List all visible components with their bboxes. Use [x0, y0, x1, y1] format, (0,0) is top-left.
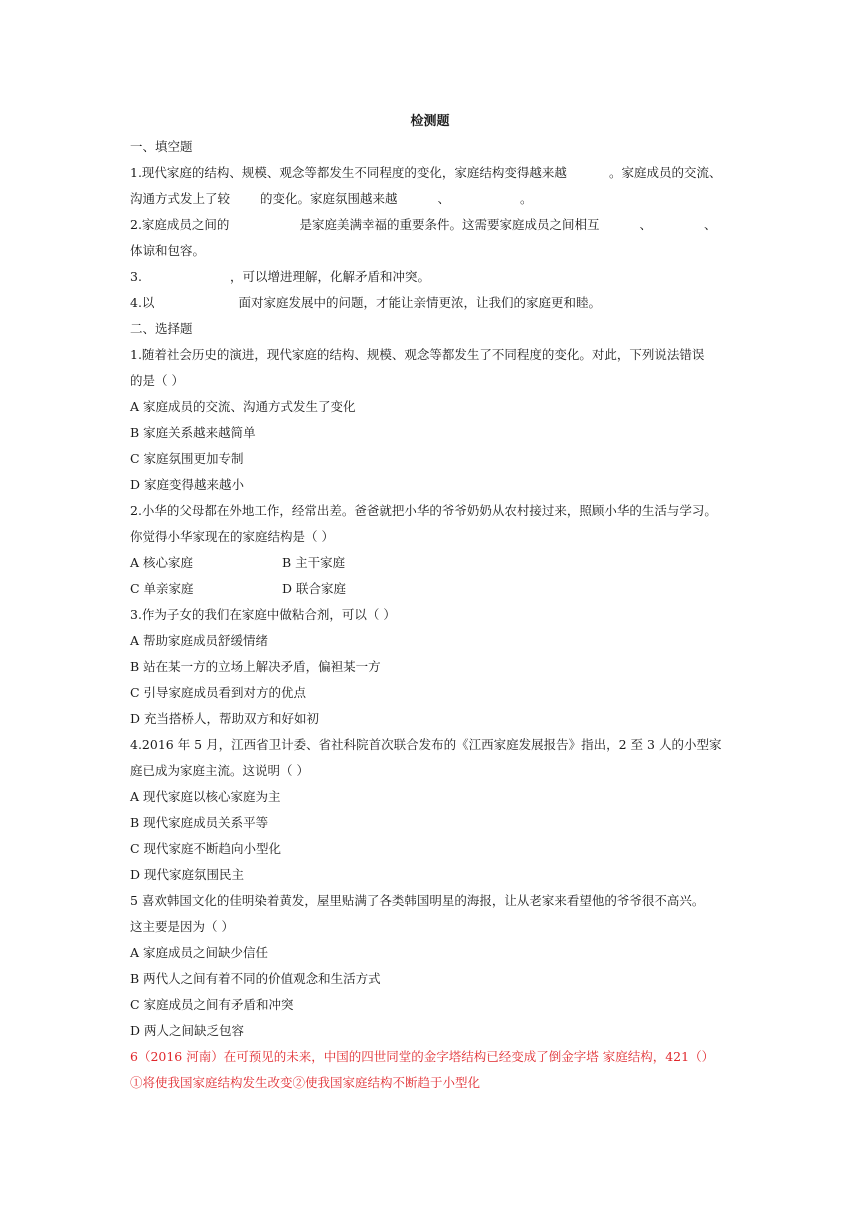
choice-q4-stem-line2: 庭已成为家庭主流。这说明（ ）: [130, 763, 309, 778]
choice-q2-option-row1: [130, 550, 738, 576]
fill-q1-text-e: 、: [437, 191, 451, 206]
fill-q1-text-d: 的变化。家庭氛围越来越: [260, 191, 398, 206]
section-heading-fill: 一、填空题: [130, 139, 193, 154]
choice-q5-option-c: C 家庭成员之间有矛盾和冲突: [130, 997, 294, 1012]
choice-q3-option-d: D 充当搭桥人，帮助双方和好如初: [130, 711, 319, 726]
fill-q3-text-a: 3.: [130, 269, 142, 284]
choice-q1-option-a: A 家庭成员的交流、沟通方式发生了变化: [130, 399, 356, 414]
choice-q4-option-c: C 现代家庭不断趋向小型化: [130, 841, 282, 856]
fill-q1-text-c: 沟通方式发上了较: [130, 191, 231, 206]
choice-q3-option-c: C 引导家庭成员看到对方的优点: [130, 685, 307, 700]
choice-q1-option-d: D 家庭变得越来越小: [130, 477, 244, 492]
choice-q6-stem-line1: 6（2016 河南）在可预见的未来，中国的四世同堂的金字塔结构已经变成了倒金字塔 家庭结构，421（）: [130, 1049, 715, 1064]
fill-q1-text-b: 。家庭成员的交流、: [608, 165, 722, 180]
fill-q2-text-c: 、: [639, 217, 652, 232]
fill-q4-text-b: 面对家庭发展中的问题，才能让亲情更浓，让我们的家庭更和睦。: [238, 295, 601, 310]
choice-q3-option-b: B 站在某一方的立场上解决矛盾，偏袒某一方: [130, 659, 381, 674]
choice-q6-stem-line2: ①将使我国家庭结构发生改变②使我国家庭结构不断趋于小型化: [130, 1075, 481, 1090]
choice-q2-option-b: B 主干家庭: [282, 555, 346, 570]
fill-q2-text-d: 、: [703, 217, 717, 232]
fill-q3-line: [130, 264, 738, 290]
choice-q3-option-a: A 帮助家庭成员舒缓情绪: [130, 633, 269, 648]
choice-q4-option-a: A 现代家庭以核心家庭为主: [130, 789, 281, 804]
fill-q2-line2: 体谅和包容。: [130, 243, 206, 258]
choice-q4-option-d: D 现代家庭氛围民主: [130, 867, 244, 882]
choice-q1-option-c: C 家庭氛围更加专制: [130, 451, 244, 466]
choice-q2-option-c: C 单亲家庭: [130, 581, 194, 596]
choice-q2-stem-line2: 你觉得小华家现在的家庭结构是（ ）: [130, 529, 334, 544]
fill-q4-line: [130, 290, 738, 316]
fill-q1-line1: [130, 160, 738, 186]
fill-q4-text-a: 4.以: [130, 295, 155, 310]
choice-q5-option-a: A 家庭成员之间缺少信任: [130, 945, 269, 960]
choice-q5-stem-line1: 5 喜欢韩国文化的佳明染着黄发，屋里贴满了各类韩国明星的海报，让从老家来看望他的爷爷很不高兴。: [130, 893, 705, 908]
choice-q1-stem-line2: 的是（ ）: [130, 373, 184, 388]
choice-q4-option-b: B 现代家庭成员关系平等: [130, 815, 269, 830]
choice-q5-option-b: B 两代人之间有着不同的价值观念和生活方式: [130, 971, 381, 986]
choice-q5-option-d: D 两人之间缺乏包容: [130, 1023, 244, 1038]
choice-q2-stem-line1: 2.小华的父母都在外地工作，经常出差。爸爸就把小华的爷爷奶奶从农村接过来，照顾小华的生活与学习。: [130, 503, 717, 518]
choice-q1-stem-line1: 1.随着社会历史的演进，现代家庭的结构、规模、观念等都发生了不同程度的变化。对此，下列说法错误: [130, 347, 705, 362]
fill-q1-line2: [130, 186, 738, 212]
choice-q2-option-row2: [130, 576, 738, 602]
fill-q2-line1: [130, 212, 738, 238]
document-body: [130, 134, 738, 1096]
choice-q5-stem-line2: 这主要是因为（ ）: [130, 919, 234, 934]
fill-q2-text-b: 是家庭美满幸福的重要条件。这需要家庭成员之间相互: [299, 217, 600, 232]
choice-q3-stem-line1: 3.作为子女的我们在家庭中做粘合剂，可以（ ）: [130, 607, 396, 622]
fill-q1-text-a: 1.现代家庭的结构、规模、观念等都发生不同程度的变化，家庭结构变得越来越: [130, 165, 567, 180]
page-title: 检测题: [410, 114, 450, 129]
choice-q2-option-d: D 联合家庭: [282, 581, 346, 596]
choice-q2-option-a: A 核心家庭: [130, 555, 194, 570]
fill-q3-text-b: ，可以增进理解，化解矛盾和冲突。: [229, 269, 430, 284]
fill-q2-text-a: 2.家庭成员之间的: [130, 217, 230, 232]
section-heading-choice: 二、选择题: [130, 321, 193, 336]
choice-q1-option-b: B 家庭关系越来越简单: [130, 425, 256, 440]
fill-q1-text-f: 。: [520, 191, 533, 206]
choice-q4-stem-line1: 4.2016 年 5 月，江西省卫计委、省社科院首次联合发布的《江西家庭发展报告》指出，2 至 3 人的小型家: [130, 737, 722, 752]
